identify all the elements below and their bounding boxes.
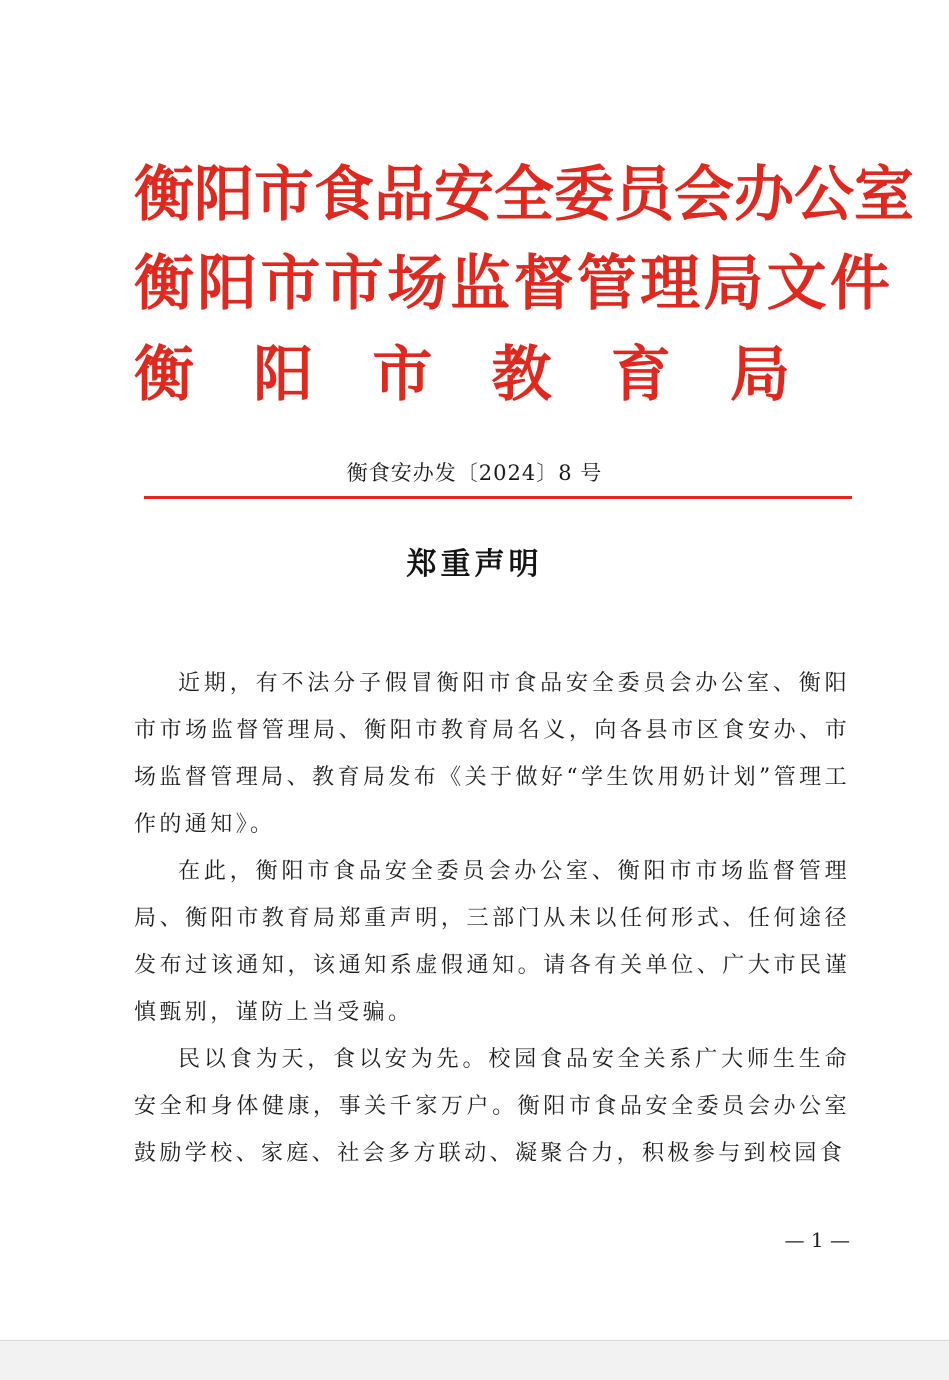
header-char: 市 [260, 249, 321, 319]
header-char: 委 [554, 160, 614, 230]
header-char: 阳 [197, 249, 258, 319]
header-char: 场 [387, 249, 448, 319]
header-char: 文 [766, 249, 827, 319]
header-char: 局 [729, 340, 790, 410]
header-char: 食 [314, 160, 374, 230]
header-char: 公 [794, 160, 854, 230]
header-char: 衡 [134, 249, 194, 319]
header-char: 教 [491, 340, 552, 410]
header-char: 阳 [194, 160, 254, 230]
header-char: 会 [674, 160, 734, 230]
header-char: 全 [494, 160, 554, 230]
body-paragraph: 近期，有不法分子假冒衡阳市食品安全委员会办公室、衡阳市市场监督管理局、衡阳市教育局名义，向各县市区食安办、市场监督管理局、教育局发布《关于做好“学生饮用奶计划”管理工作的通知》。 [134, 671, 850, 837]
header-char: 育 [610, 340, 671, 410]
header-char: 市 [254, 160, 314, 230]
header-char: 管 [576, 249, 637, 319]
body-paragraph: 民以食为天，食以安为先。校园食品安全关系广大师生生命安全和身体健康，事关千家万户。衡阳市食品安全委员会办公室鼓励学校、家庭、社会多方联动、凝聚合力，积极参与到校园食 [134, 1047, 850, 1166]
header-char: 局 [703, 249, 764, 319]
red-divider-line [144, 496, 852, 499]
page-number: — 1 — [784, 1228, 850, 1252]
document-title: 郑重声明 [406, 547, 543, 582]
issuer-header-line-1 [134, 158, 914, 232]
header-char: 员 [614, 160, 674, 230]
header-char: 市 [372, 340, 433, 410]
header-char: 品 [374, 160, 434, 230]
issuer-header-line-3 [134, 338, 790, 412]
header-char: 衡 [134, 340, 194, 410]
body-paragraph: 在此，衡阳市食品安全委员会办公室、衡阳市市场监督管理局、衡阳市教育局郑重声明，三部门从未以任何形式、任何途径发布过该通知，该通知系虚假通知。请各有关单位、广大市民谨慎甄别，谨防上当受骗。 [134, 859, 850, 1025]
issuer-header-line-2 [134, 247, 890, 321]
header-char: 件 [829, 249, 890, 319]
header-char: 阳 [253, 340, 314, 410]
header-char: 督 [513, 249, 574, 319]
viewer-bottom-strip [0, 1340, 949, 1380]
header-char: 室 [854, 160, 914, 230]
header-char: 市 [323, 249, 384, 319]
document-number: 衡食安办发〔2024〕8 号 [346, 461, 603, 485]
header-char: 监 [450, 249, 511, 319]
header-char: 理 [640, 249, 701, 319]
header-char: 办 [734, 160, 794, 230]
document-body [134, 660, 850, 1177]
header-char: 衡 [134, 160, 194, 230]
header-char: 安 [434, 160, 494, 230]
